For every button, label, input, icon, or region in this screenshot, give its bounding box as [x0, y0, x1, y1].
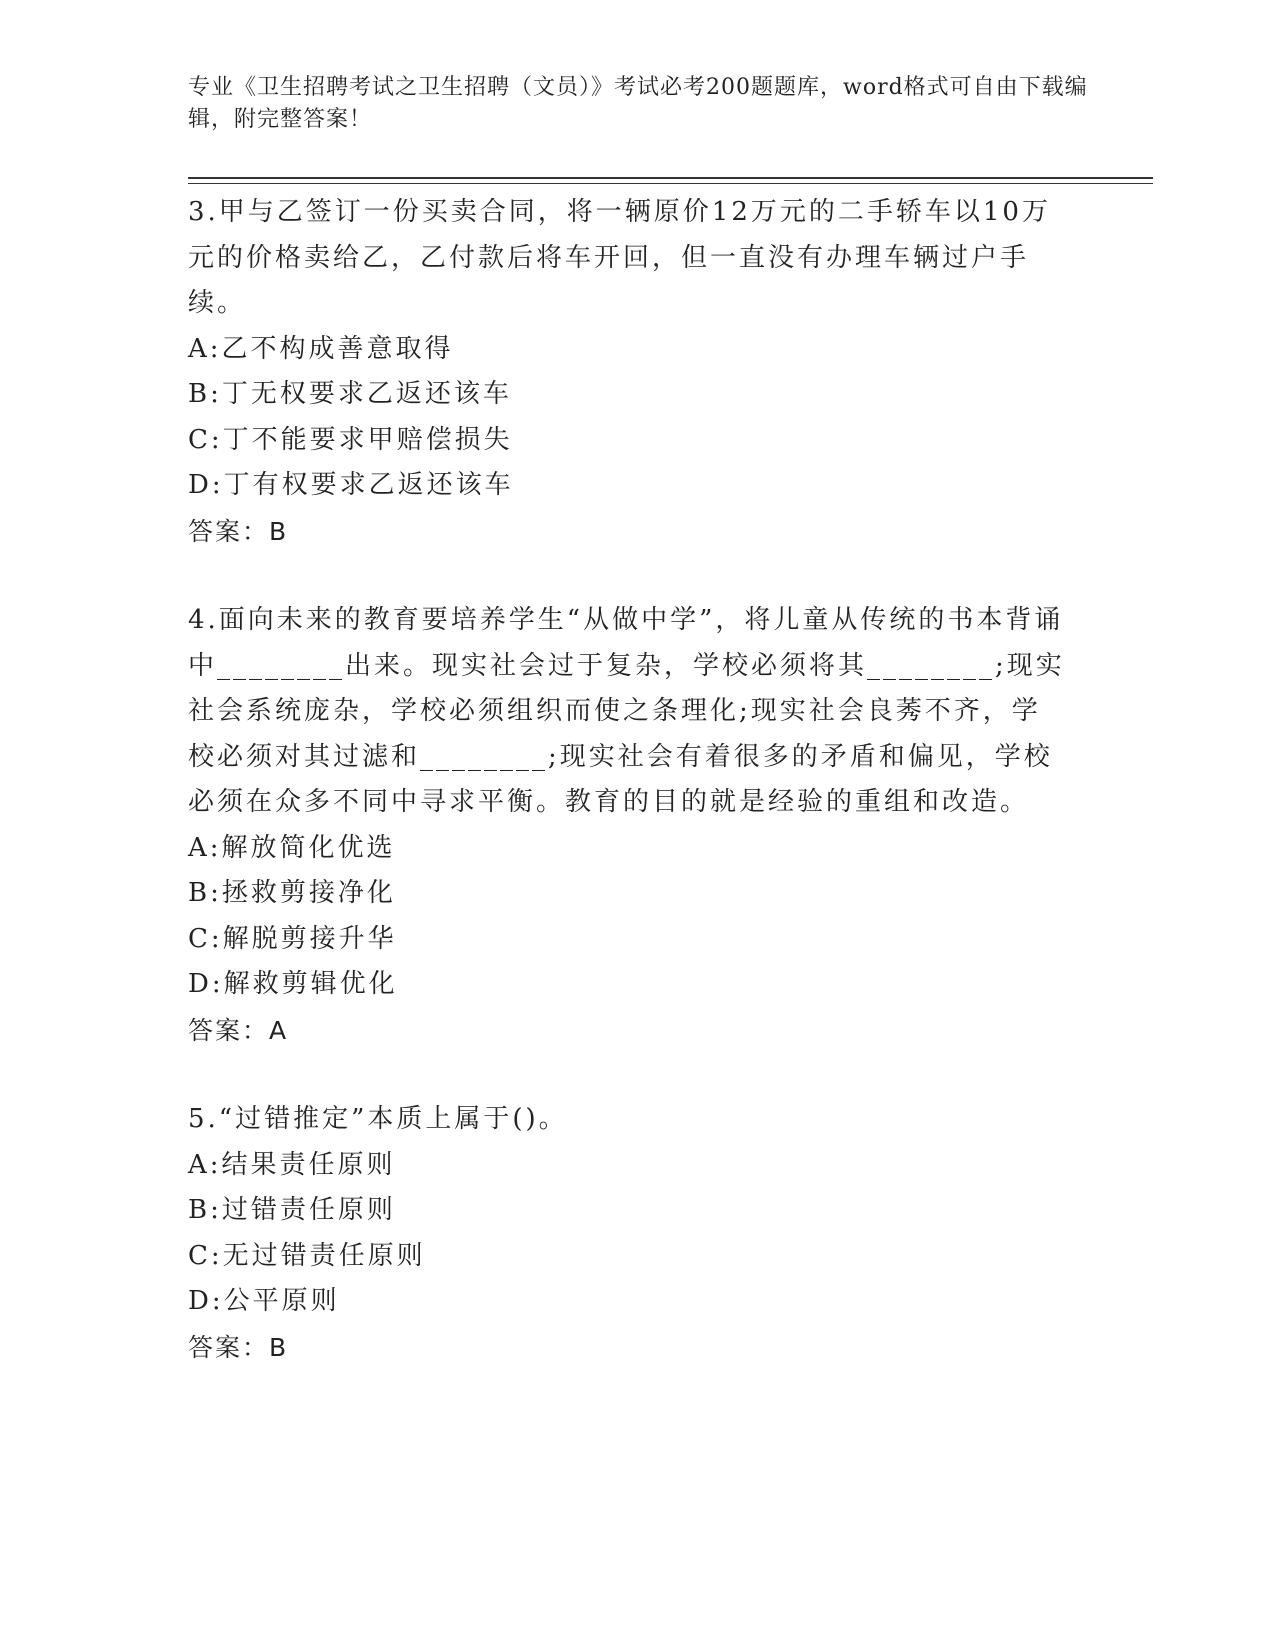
answer: 答案：A — [188, 1015, 289, 1045]
option-c: C:无过错责任原则 — [188, 1240, 426, 1271]
option-b: B:丁无权要求乙返还该车 — [188, 379, 512, 409]
option-a: A:结果责任原则 — [188, 1149, 396, 1180]
header-divider-thin — [188, 183, 1153, 184]
answer: 答案：B — [188, 516, 289, 546]
question-4 — [188, 598, 1068, 1053]
option-c: C:解脱剪接升华 — [188, 923, 397, 954]
question-3 — [188, 190, 1068, 554]
option-d: D:公平原则 — [188, 1286, 340, 1316]
question-stem: 3.甲与乙签订一份买卖合同，将一辆原价12万元的二手轿车以10万元的价格卖给乙，乙付款后将车开回，但一直没有办理车辆过户手续。 — [188, 197, 1051, 318]
option-a: A:解放简化优选 — [188, 832, 396, 863]
option-b: B:拯救剪接净化 — [188, 878, 396, 908]
question-stem: 5.“过错推定”本质上属于()。 — [188, 1104, 568, 1134]
header-divider-thick — [188, 177, 1153, 179]
option-d: D:丁有权要求乙返还该车 — [188, 470, 514, 500]
option-a: A:乙不构成善意取得 — [188, 333, 454, 364]
option-c: C:丁不能要求甲赔偿损失 — [188, 424, 513, 455]
option-b: B:过错责任原则 — [188, 1195, 396, 1225]
answer: 答案：B — [188, 1332, 289, 1362]
document-header: 专业《卫生招聘考试之卫生招聘（文员）》考试必考200题题库，word格式可自由下载编辑，附完整答案！ — [188, 75, 1088, 132]
question-stem: 4.面向未来的教育要培养学生“从做中学”，将儿童从传统的书本背诵中________出来。现实社会过于复杂，学校必须将其________;现实社会系统庞杂，学校必须组织而使之条理化;现实社会良莠不齐，学校必须对其过滤和________;现实社会有着很多的矛盾和偏见，学校必须在众多不同中寻求平衡。教育的目的就是经验的重组和改造。 — [188, 605, 1065, 817]
question-5 — [188, 1097, 1068, 1370]
option-d: D:解救剪辑优化 — [188, 969, 398, 999]
